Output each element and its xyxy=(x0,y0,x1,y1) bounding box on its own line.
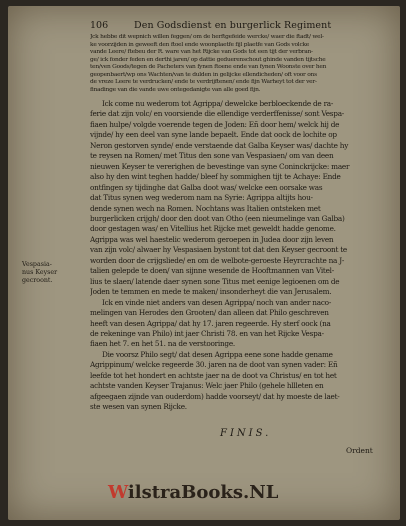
text-line: leefde tot het hondert en achtste jaer na de doot va Christus/ en tot het xyxy=(90,370,337,380)
text-line: Agrippinum/ welcke regeerde 30. jaren na de doot van synen vader: Eñ xyxy=(90,360,338,370)
watermark xyxy=(108,482,278,503)
paragraph-1 xyxy=(90,34,386,94)
catchword: Ordent xyxy=(346,446,373,455)
text-line: Joden te temmen en mede te maken/ insonderheyt die van Jerusalem. xyxy=(90,287,332,297)
text-line: Jck hebbe dit wepnich willen feggen/ om de herftgefeide wercke/ waer die ftadt/ wel- xyxy=(90,34,324,40)
paragraph-2 xyxy=(90,99,386,350)
text-line: Ick en vinde niet anders van desen Agrippa/ noch van ander naco- xyxy=(102,297,332,307)
text-line: dende synen wech na Romen. Nochtans was Italien ontsteken met xyxy=(90,203,321,213)
margin-note xyxy=(22,261,88,285)
book-page xyxy=(8,6,400,520)
text-line: ten/ven Goods/tegen de Pacheters van fynen ftoene ende van fynen Woonste over hen xyxy=(90,64,327,70)
body-text xyxy=(90,34,386,416)
text-line: geopenbaert/wp ons Wachten/van te dulden in gelijcke ellendicheden/ oft voor ons xyxy=(90,71,317,78)
text-line: talien gelepde te doen/ van sijnne wesende de Hooftmannen van Vitel- xyxy=(90,266,334,276)
text-line: Ick come nu wederom tot Agrippa/ dewelcke berbloeckende de ra- xyxy=(102,99,334,108)
text-line: lius te slaen/ latende daer synen sone Titus met eenige legioenen om de xyxy=(90,276,340,286)
text-line: de rekeninge van Philo) int jaer Christi 78. en van het Rijcke Vespa- xyxy=(90,328,324,338)
margin-note-line: Vespasia- xyxy=(22,261,52,268)
margin-note-line: nus Keyser xyxy=(22,269,58,276)
text-line: Die voorsz Philo segt/ dat desen Agrippa eene sone hadde gename xyxy=(102,349,333,359)
text-line: worden door de crijgsliede/ en om de welbote-geroeste Heyrcrachte na J- xyxy=(90,255,345,265)
text-line: fiaen het 7. en het 51. na de verstooringe. xyxy=(90,339,235,349)
text-line: ste wesen van synen Rijcke. xyxy=(90,402,187,412)
text-line: Agrippa was wel haestelic wederom geroepen in Judea door zijn leven xyxy=(90,234,334,244)
text-line: achtste vanden Keyser Trajanus: Welc jaer Philo (gehele hllleten en xyxy=(90,381,324,391)
text-line: de vreze Leere te verdrucken/ ende te verdrijftenen/ ende fijn Warheyt tot der ver- xyxy=(90,79,317,85)
text-line: ferie dat zijn volc/ en voorsiende die ellendige verderffenisse/ sont Vespa- xyxy=(90,109,345,119)
text-line: van zijn volc/ alwaer hy Vespasiaen bystont tot dat den Keyser gecroont te xyxy=(90,245,347,255)
text-line: heeft van desen Agrippa/ dat hy 17. jaren regeerde. Hy sterf oock (na xyxy=(90,318,331,328)
page-header xyxy=(90,20,390,34)
text-line: vande Leere/ ftebeu der R. ware van het Rijcke van Gods tot een tijt der verbran- xyxy=(90,49,313,55)
text-line: ontfingen sy tijdinghe dat Galba doot was/ welcke een oorsake was xyxy=(90,182,323,192)
page-number: 106 xyxy=(90,20,109,31)
finis-heading: FINIS. xyxy=(220,428,272,439)
watermark-text: ilstraBooks.NL xyxy=(127,482,279,503)
text-line: burgerlicken crijgh/ door den doot van Otho (een nieumelinge van Galba) xyxy=(90,213,345,223)
text-line: melingen van Herodes den Grooten/ dan alleen dat Philo geschreven xyxy=(90,308,329,318)
text-line: ge/ ick fonder feden en derthi jaren/ op dattie geduerenschout ghinde vanden tijtsche xyxy=(90,56,326,63)
margin-note-line: gecroont. xyxy=(22,277,53,284)
text-line: also hy den wint teghen hadde/ bleef hy sommighen tijt te Achaye: Ende xyxy=(90,172,341,182)
watermark-initial: W xyxy=(108,482,128,503)
running-title: Den Godsdienst en burgerlick Regiment xyxy=(134,20,332,31)
text-line: door gestagen was/ en Vitellius het Rijcke met geweldt hadde genome. xyxy=(90,224,336,234)
text-line: vijnde/ hy een deel van syne lande bepaelt. Ende dat oock de lochite op xyxy=(90,130,337,140)
text-line: ke voorzijden in geweeft den ftoel ende woonplaetfe fijl plaetfe van Gods volcke xyxy=(90,41,310,48)
text-line: dat Titus synen weg wederom nam na Syrie: Agrippa altijts hou- xyxy=(90,193,313,203)
text-line: afgeegaen zijnde van ouderdom) hadde voorseyt/ dat hy moeste de laet- xyxy=(90,391,340,401)
text-line: fiaen hulpe/ volgde voerende tegen de Joden: Eñ door hem/ welck hij de xyxy=(90,119,340,129)
text-line: Neron gestorven synde/ ende verstaende dat Galba Keyser was/ dachte hy xyxy=(90,140,349,150)
text-line: finadinge van die vande uwe ontegedanigte van alle goed fijn. xyxy=(90,86,261,93)
paragraph-3 xyxy=(90,350,386,413)
text-line: te reysen na Romen/ met Titus den sone van Vespasiaen/ om van deen xyxy=(90,151,334,161)
text-line: nieuwen Keyser te vererighen de bevestinge van syne Coninckrijcke: maer xyxy=(90,161,350,171)
